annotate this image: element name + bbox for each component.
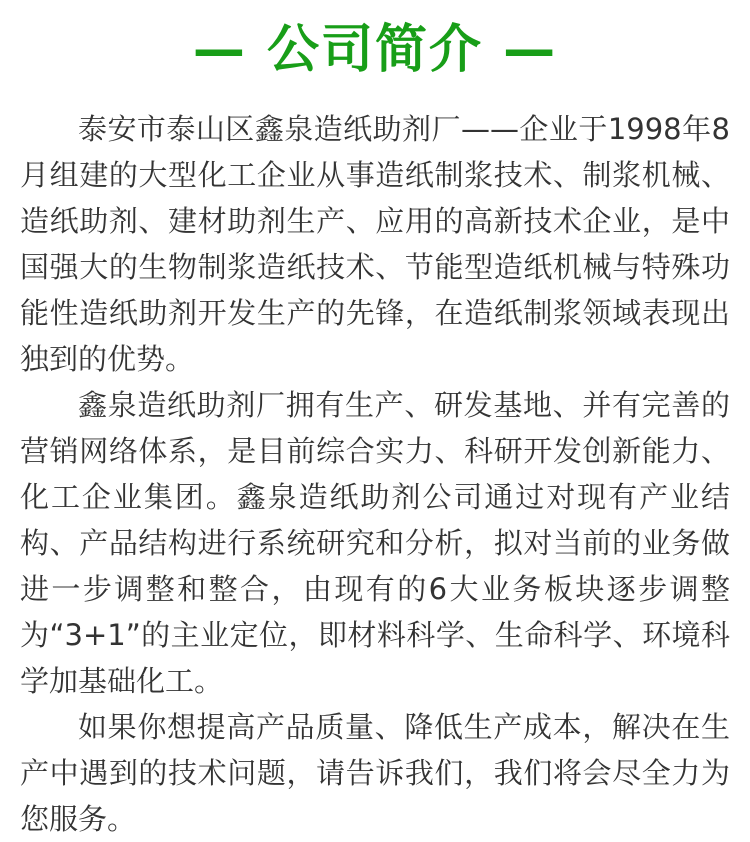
- company-profile-paragraph-2: 鑫泉造纸助剂厂拥有生产、研发基地、并有完善的营销网络体系，是目前综合实力、科研开发创新能力、化工企业集团。鑫泉造纸助剂公司通过对现有产业结构、产品结构进行系统研究和分析，拟对当前的业务做进一步调整和整合，由现有的6大业务板块逐步调整为“3+1”的主业定位，即材料科学、生命科学、环境科学加基础化工。: [20, 388, 730, 698]
- company-profile-text: [0, 106, 750, 842]
- company-profile-paragraph-3: 如果你想提高产品质量、降低生产成本，解决在生产中遇到的技术问题，请告诉我们，我们将会尽全力为您服务。: [20, 710, 730, 836]
- page-title: — 公司简介 —: [192, 20, 558, 80]
- company-profile-section: [0, 18, 750, 836]
- company-profile-paragraph-1: 泰安市泰山区鑫泉造纸助剂厂——企业于1998年8月组建的大型化工企业从事造纸制浆技术、制浆机械、造纸助剂、建材助剂生产、应用的高新技术企业，是中国强大的生物制浆造纸技术、节能型造纸机械与特殊功能性造纸助剂开发生产的先锋，在造纸制浆领域表现出独到的优势。: [20, 112, 730, 376]
